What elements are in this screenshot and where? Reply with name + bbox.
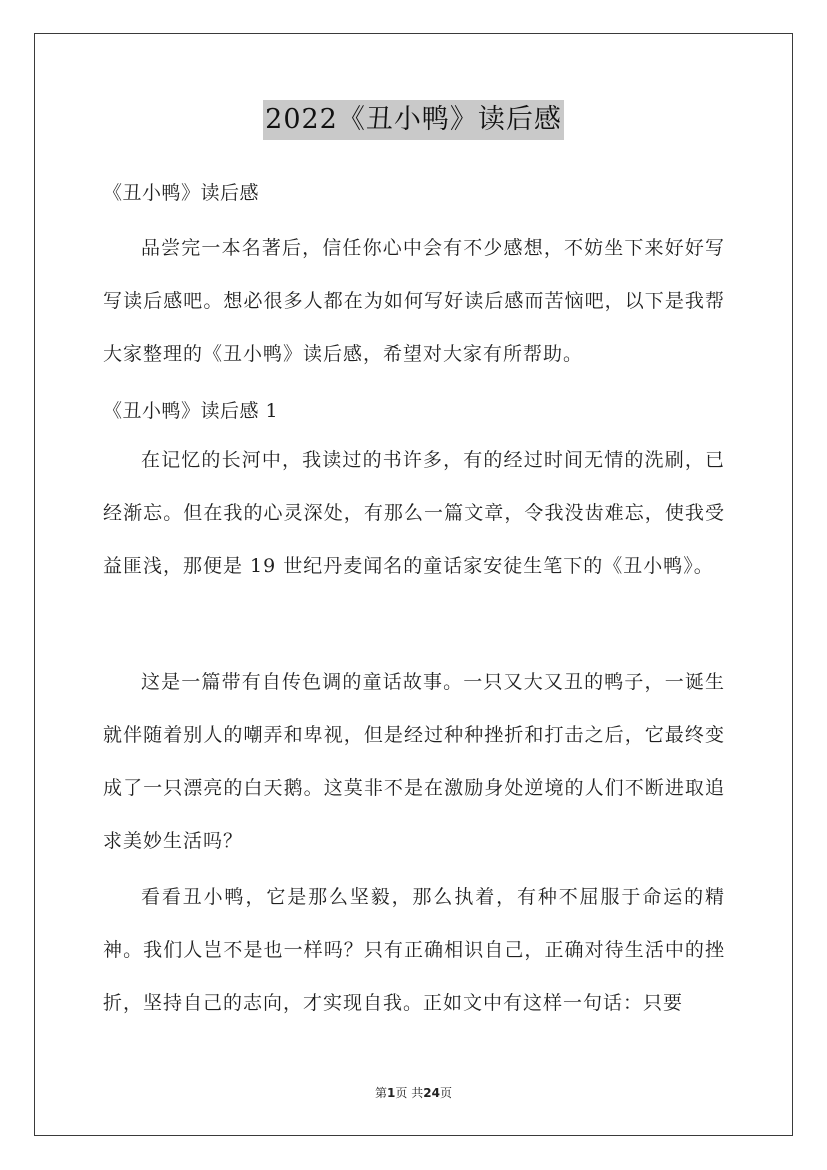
page-total: 24 <box>423 1086 440 1100</box>
body-paragraph-1: 在记忆的长河中，我读过的书许多，有的经过时间无情的洗刷，已经渐忘。但在我的心灵深处，有那么一篇文章，令我没齿难忘，使我受益匪浅，那便是 19 世纪丹麦闻名的童话家安徒生笔下的《丑小鸭》。 <box>103 449 725 577</box>
page-mid: 页 共 <box>395 1086 424 1100</box>
page-footer <box>0 1084 827 1101</box>
page-current: 1 <box>387 1086 396 1100</box>
section1-heading: 《丑小鸭》读后感 1 <box>103 400 279 422</box>
intro-heading: 《丑小鸭》读后感 <box>103 182 260 204</box>
body-paragraph-2: 这是一篇带有自传色调的童话故事。一只又大又丑的鸭子，一诞生就伴随着别人的嘲弄和卑视，但是经过种种挫折和打击之后，它最终变成了一只漂亮的白天鹅。这莫非不是在激励身处逆境的人们不断进取追求美妙生活吗？ <box>103 671 725 852</box>
intro-paragraph: 品尝完一本名著后，信任你心中会有不少感想，不妨坐下来好好写写读后感吧。想必很多人都在为如何写好读后感而苦恼吧，以下是我帮大家整理的《丑小鸭》读后感，希望对大家有所帮助。 <box>103 237 725 365</box>
title-area <box>0 100 827 140</box>
page-prefix: 第 <box>375 1086 388 1100</box>
page-suffix: 页 <box>439 1086 452 1100</box>
document-title: 2022《丑小鸭》读后感 <box>263 100 564 140</box>
body-paragraph-3: 看看丑小鸭，它是那么坚毅，那么执着，有种不屈服于命运的精神。我们人岂不是也一样吗？只有正确相识自己，正确对待生活中的挫折，坚持自己的志向，才实现自我。正如文中有这样一句话：只要 <box>103 886 725 1014</box>
